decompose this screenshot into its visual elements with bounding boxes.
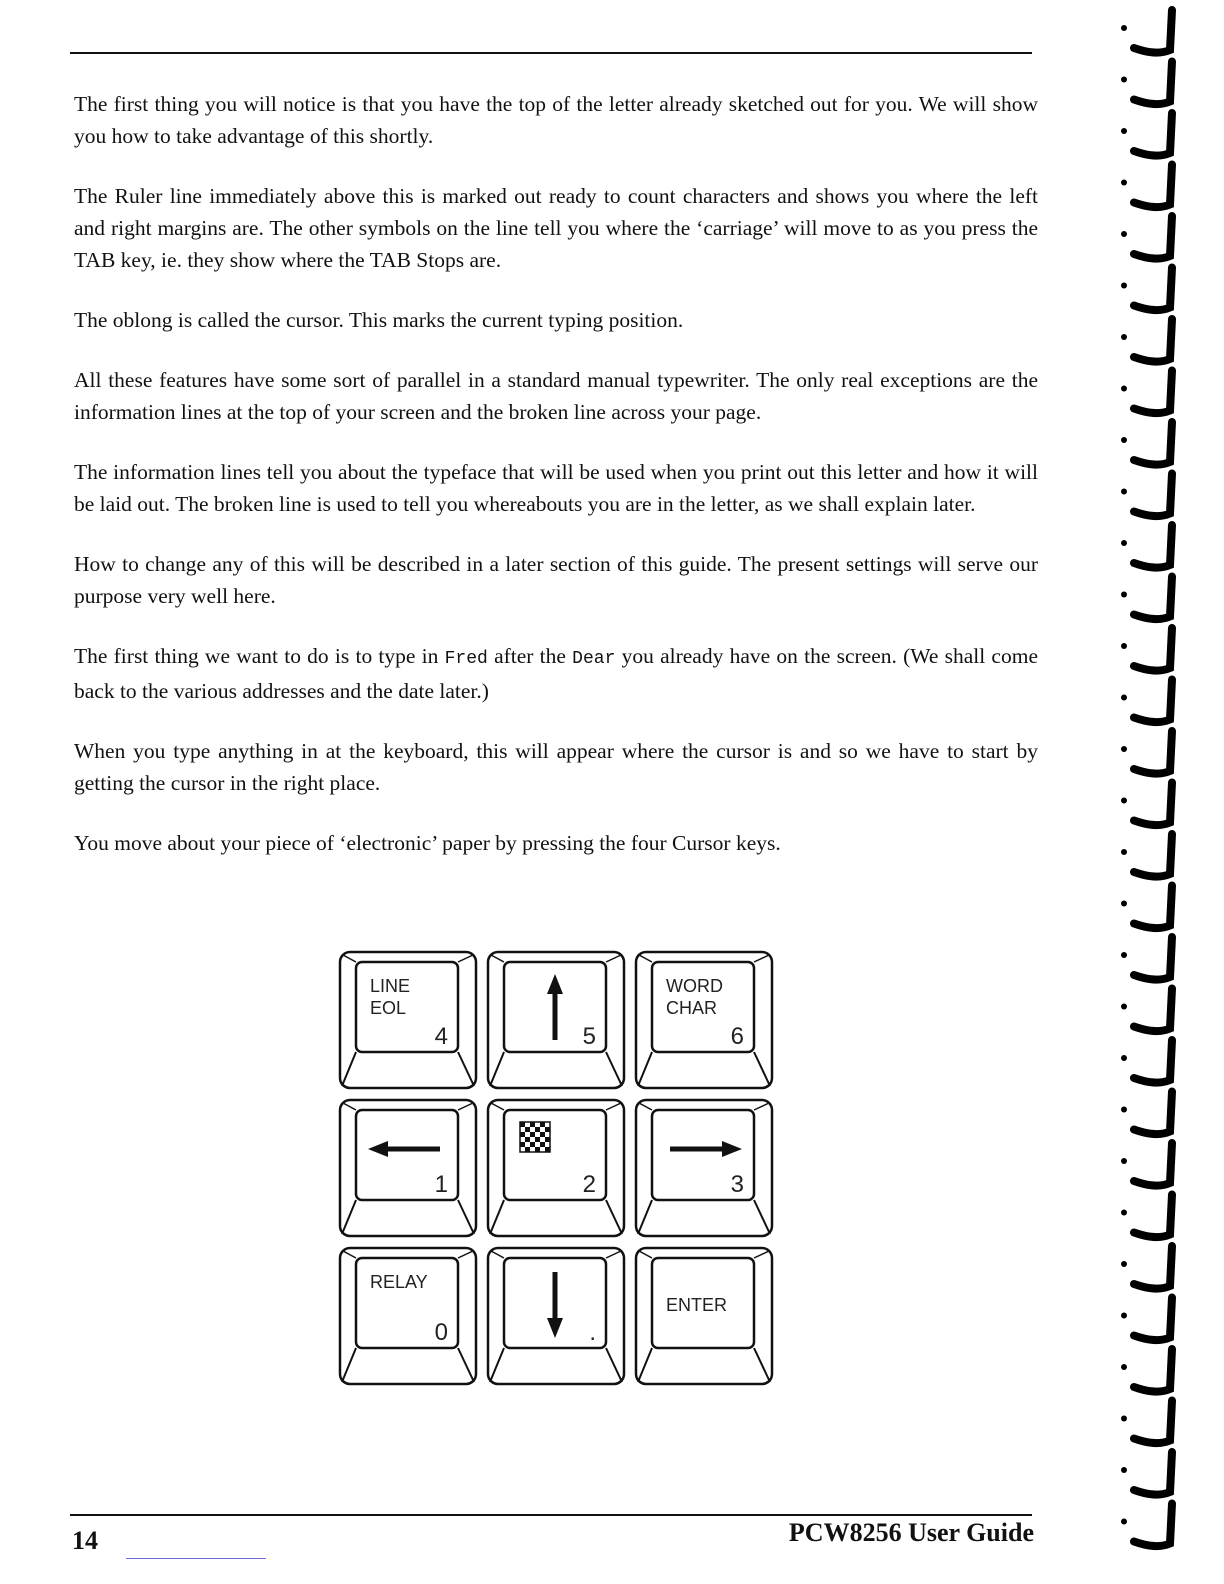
binding-hole [1121,695,1127,701]
keypad-key [636,1248,772,1384]
cursor-block-icon [530,1132,535,1137]
code-fred: Fred [444,649,488,669]
binding-loop [1134,422,1172,465]
body-text [74,88,1038,887]
binding-loop [1134,525,1172,568]
binding-loop [1134,1349,1172,1392]
top-rule [70,52,1032,54]
binding-hole [1121,489,1127,495]
binding-hole [1121,592,1127,598]
binding-hole [1121,180,1127,186]
page-number: 14 [72,1526,98,1555]
key-number: 1 [434,1171,448,1198]
paragraph: The Ruler line immediately above this is marked out ready to count characters and shows you where the left and right margins are. The other symbols on the line tell you where the ‘carriage’ will move to as you press the TAB key, ie. they show where the TAB Stops are. [74,184,1038,272]
cursor-block-icon [545,1137,550,1142]
binding-loop [1134,834,1172,877]
binding-hole [1121,1313,1127,1319]
binding-hole [1121,437,1127,443]
key-label: LINE [370,976,411,996]
key-number: 3 [730,1171,744,1198]
binding-hole [1121,1055,1127,1061]
binding-hole [1121,901,1127,907]
binding-hole [1121,798,1127,804]
key-label: WORD [666,976,723,996]
binding-hole [1121,77,1127,83]
binding-hole [1121,952,1127,958]
binding-loop [1134,1092,1172,1135]
cursor-block-icon [540,1122,545,1127]
binding-loop [1134,113,1172,156]
binding-loop [1134,1246,1172,1289]
paragraph: The first thing you will notice is that you have the top of the letter already sketched out for you. We will show you how to take advantage of this shortly. [74,92,1038,148]
binding-loop [1134,937,1172,980]
key-number: 4 [434,1023,448,1050]
binding-hole [1121,128,1127,134]
cursor-block-icon [535,1147,540,1152]
binding-hole [1121,1158,1127,1164]
binding-hole [1121,1107,1127,1113]
key-label: EOL [370,998,407,1018]
cursor-block-icon [535,1137,540,1142]
binding-hole [1121,231,1127,237]
paragraph: All these features have some sort of parallel in a standard manual typewriter. The only real exceptions are the information lines at the top of your screen and the broken line across your page. [74,368,1038,424]
cursor-block-icon [525,1127,530,1132]
binding-loop [1134,1143,1172,1186]
keypad-key [488,1248,624,1384]
binding-hole [1121,283,1127,289]
keypad-key [340,1248,476,1384]
cursor-block-icon [545,1127,550,1132]
paragraph: How to change any of this will be described in a later section of this guide. The present settings will serve our purpose very well here. [74,552,1038,608]
cursor-block-icon [540,1142,545,1147]
key-number: 5 [582,1023,596,1050]
binding-loop [1134,474,1172,517]
key-number: 6 [730,1023,744,1050]
binding-hole [1121,334,1127,340]
binding-loop [1134,10,1172,53]
binding-loop [1134,1504,1172,1547]
binding-hole [1121,849,1127,855]
bottom-rule [70,1514,1032,1516]
key-label: RELAY [370,1272,428,1292]
cursor-block-icon [520,1132,525,1137]
keypad-key [340,952,476,1088]
paragraph: The oblong is called the cursor. This marks the current typing position. [74,308,684,332]
binding-loop [1134,783,1172,826]
binding-loop [1134,731,1172,774]
code-dear: Dear [572,649,616,669]
binding-hole [1121,1519,1127,1525]
key-label: ENTER [666,1295,728,1315]
binding-hole [1121,1364,1127,1370]
binding-hole [1121,1210,1127,1216]
keypad-key [636,952,772,1088]
binding-hole [1121,540,1127,546]
cursor-keypad-illustration [338,950,778,1390]
keypad-key [488,952,624,1088]
binding-loop [1134,319,1172,362]
scan-mark [126,1558,266,1559]
binding-loop [1134,577,1172,620]
binding-loop [1134,680,1172,723]
paragraph: You move about your piece of ‘electronic’ paper by pressing the four Cursor keys. [74,831,781,855]
text-run: The first thing we want to do is to type in [74,644,445,668]
cursor-block-icon [545,1147,550,1152]
cursor-block-icon [520,1142,525,1147]
binding-hole [1121,746,1127,752]
paragraph: The information lines tell you about the typeface that will be used when you print out this letter and how it will be laid out. The broken line is used to tell you whereabouts you are in the letter, as we shall explain later. [74,460,1038,516]
keypad-key [340,1100,476,1236]
binding-loop [1134,371,1172,414]
binding-hole [1121,1004,1127,1010]
binding-hole [1121,1467,1127,1473]
binding-loop [1134,886,1172,929]
binding-loop [1134,1452,1172,1495]
binding-hole [1121,643,1127,649]
text-run: after the [487,644,573,668]
binding-loop [1134,216,1172,259]
key-number: 0 [434,1319,448,1346]
binding-hole [1121,386,1127,392]
key-label: CHAR [666,998,718,1018]
cursor-block-icon [525,1147,530,1152]
binding-loop [1134,1298,1172,1341]
cursor-block-icon [540,1132,545,1137]
keypad-key [636,1100,772,1236]
key-number: . [589,1319,596,1346]
binding-loop [1134,1195,1172,1238]
binding-hole [1121,25,1127,31]
spiral-binding-icon [1100,0,1224,1584]
cursor-block-icon [535,1127,540,1132]
binding-loop [1134,989,1172,1032]
keypad-key [488,1100,624,1236]
cursor-block-icon [530,1122,535,1127]
paragraph: When you type anything in at the keyboard, this will appear where the cursor is and so we have to start by getting the cursor in the right place. [74,739,1038,795]
paragraph [74,640,1038,707]
binding-loop [1134,268,1172,311]
binding-loop [1134,1401,1172,1444]
guide-title: PCW8256 User Guide [788,1518,1034,1547]
binding-hole [1121,1416,1127,1422]
binding-loop [1134,62,1172,105]
binding-loop [1134,165,1172,208]
key-number: 2 [582,1171,596,1198]
cursor-block-icon [530,1142,535,1147]
cursor-block-icon [525,1137,530,1142]
binding-loop [1134,628,1172,671]
binding-loop [1134,1040,1172,1083]
text-run: you already have on the screen. (We shall come back to the various addresses and the date later.) [74,644,1038,703]
binding-hole [1121,1261,1127,1267]
cursor-block-icon [520,1122,525,1127]
